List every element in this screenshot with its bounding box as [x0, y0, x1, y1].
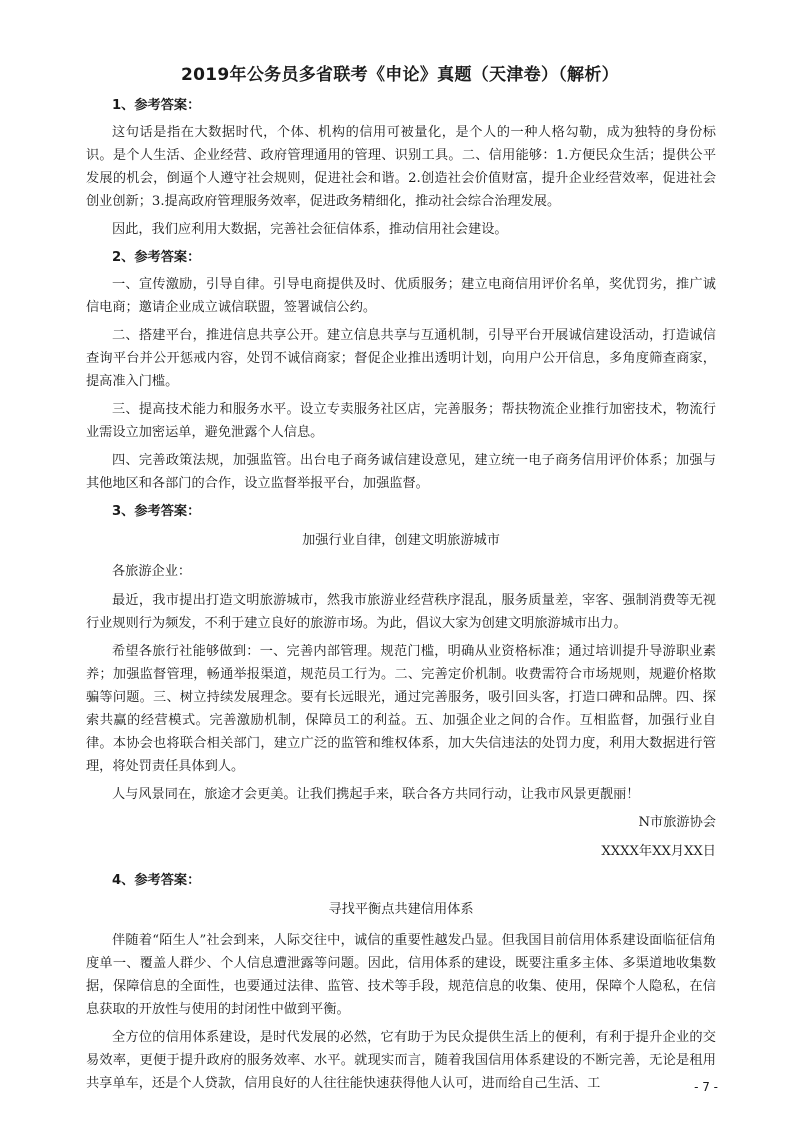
section-2 [86, 246, 716, 495]
paragraph: 四、完善政策法规，加强监管。出台电子商务诚信建设意见，建立统一电子商务信用评价体系；加强与其他地区和各部门的合作，设立监督举报平台，加强监督。 [86, 453, 716, 491]
paragraph: 伴随着“陌生人”社会到来，人际交往中，诚信的重要性越发凸显。但我国目前信用体系建设面临征信角度单一、覆盖人群少、个人信息遭泄露等问题。因此，信用体系的建设，既要注重多主体、多渠道地收集数据，保障信息的全面性，也要通过法律、监管、技术等手段，规范信息的收集、使用，保障个人隐私，在信息获取的开放性与使用的封闭性中做到平衡。 [86, 933, 716, 1017]
section-heading: 2、参考答案： [112, 250, 201, 265]
paragraph: 最近，我市提出打造文明旅游城市，然我市旅游业经营秩序混乱，服务质量差，宰客、强制消费等无视行业规则行为频发，不利于建立良好的旅游市场。为此，倡议大家为创建文明旅游城市出力。 [86, 593, 716, 631]
document-body [86, 94, 716, 1100]
salutation: 各旅游企业： [112, 564, 192, 579]
paragraph: 希望各旅行社能够做到：一、完善内部管理。规范门槛，明确从业资格标准；通过培训提升导游职业素养；加强监督管理，畅通举报渠道，规范员工行为。二、完善定价机制。收费需符合市场规则，规避价格欺骗等问题。三、树立持续发展理念。要有长远眼光，通过完善服务，吸引回头客，打造口碑和品牌。四、探索共赢的经营模式。完善激励机制，保障员工的利益。五、加强企业之间的合作。互相监督，加强行业自律。本协会也将联合相关部门，建立广泛的监管和维权体系，加大失信违法的处罚力度，利用大数据进行管理，将处罚责任具体到人。 [86, 644, 716, 774]
document-title: 2019年公务员多省联考《申论》真题（天津卷）（解析） [181, 65, 619, 85]
page-number: - 7 - [694, 1080, 718, 1094]
signature-date: XXXX年XX月XX日 [601, 844, 716, 859]
paragraph: 因此，我们应利用大数据，完善社会征信体系，推动信用社会建设。 [112, 222, 508, 237]
signature: N市旅游协会 [638, 815, 716, 830]
paragraph: 这句话是指在大数据时代，个体、机构的信用可被量化，是个人的一种人格勾勒，成为独特的身份标识。是个人生活、企业经营、政府管理通用的管理、识别工具。二、信用能够：1.方便民众生活；提供公平发展的机会，倒逼个人遵守社会规则，促进社会和谐。2.创造社会价值财富，提升企业经营效率，促进社会创业创新；3.提高政府管理服务效率，促进政务精细化，推动社会综合治理发展。 [86, 125, 716, 209]
section-4 [86, 869, 716, 1095]
section-heading: 4、参考答案： [112, 873, 201, 888]
paragraph: 人与风景同在，旅途才会更美。让我们携起手来，联合各方共同行动，让我市风景更靓丽！ [112, 787, 640, 802]
paragraph: 全方位的信用体系建设，是时代发展的必然，它有助于为民众提供生活上的便利，有利于提升企业的交易效率，更便于提升政府的服务效率、水平。就现实而言，随着我国信用体系建设的不断完善，无论是租用共享单车，还是个人贷款，信用良好的人往往能快速获得他人认可，进而给自己生活、工 [86, 1030, 716, 1091]
paragraph: 一、宣传激励，引导自律。引导电商提供及时、优质服务；建立电商信用评价名单，奖优罚劣，推广诚信电商；邀请企业成立诚信联盟，签署诚信公约。 [86, 277, 716, 315]
section-heading: 3、参考答案： [112, 504, 201, 519]
section-3 [86, 500, 716, 863]
section-1 [86, 94, 716, 241]
section-heading: 1、参考答案： [112, 98, 201, 113]
paragraph: 二、搭建平台，推进信息共享公开。建立信息共享与互通机制，引导平台开展诚信建设活动，打造诚信查询平台并公开惩戒内容，处罚不诚信商家；督促企业推出透明计划，向用户公开信息，多角度筛查商家，提高准入门槛。 [86, 328, 716, 389]
essay-title: 寻找平衡点共建信用体系 [328, 902, 474, 917]
proposal-title: 加强行业自律，创建文明旅游城市 [302, 533, 500, 548]
paragraph: 三、提高技术能力和服务水平。设立专卖服务社区店，完善服务；帮扶物流企业推行加密技术，物流行业需设立加密运单，避免泄露个人信息。 [86, 402, 716, 440]
